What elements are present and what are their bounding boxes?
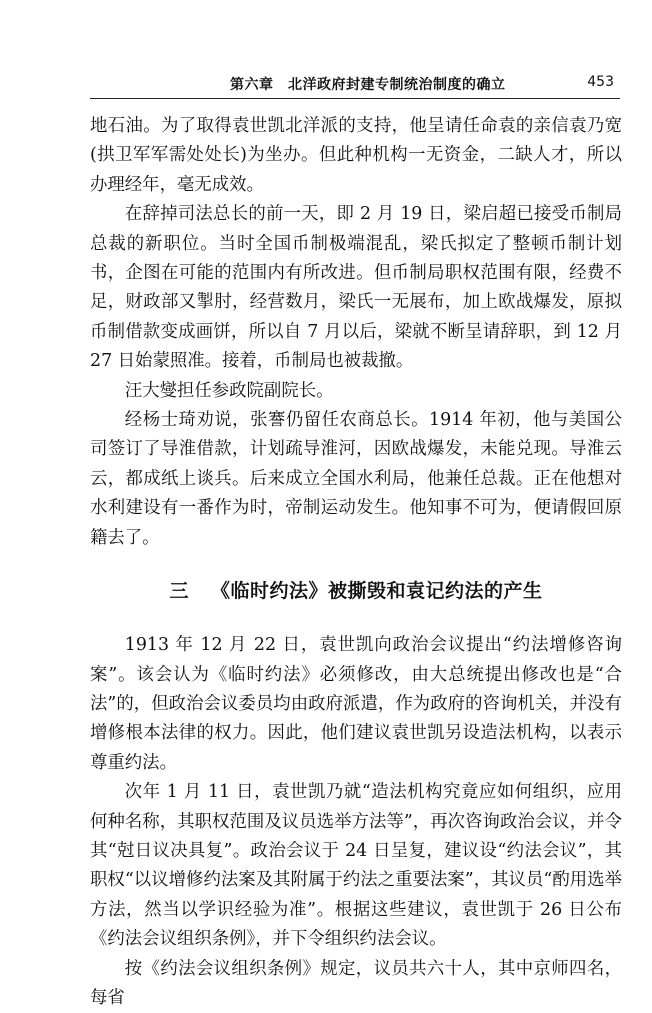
paragraph-continued: 地石油。为了取得袁世凯北洋派的支持，他呈请任命袁的亲信袁乃宽(拱卫军军需处处长)为坐办。但此种机构一无资金，二缺人才，所以办理经年，毫无成效。: [90, 116, 622, 195]
paragraph: 次年 1 月 11 日，袁世凯乃就“造法机构究竟应如何组织，应用何种名称，其职权范围及议员选举方法等”，再次咨询政治会议，并令其“尅日议决具复”。政治会议于 24 日呈复，建议设“约法会议”，其职权“以议增修约法案及其附属于约法之重要法案”，其议员“酌用选举方法，然当以学识经验为准”。根据这些建议，袁世凯于 26 日公布《约法会议组织条例》，并下令组织约法会议。: [90, 782, 622, 950]
page-body: [90, 112, 622, 1013]
paragraph: 按《约法会议组织条例》规定，议员共六十人，其中京师四名，每省: [90, 958, 622, 1008]
section-heading: [90, 577, 622, 605]
page-number: 453: [587, 74, 614, 90]
paragraph: 经杨士琦劝说，张謇仍留任农商总长。1914 年初，他与美国公司签订了导淮借款，计划疏导淮河，因欧战爆发，未能兑现。导淮云云，都成纸上谈兵。后来成立全国水利局，他兼任总裁。正在他想对水利建设有一番作为时，帝制运动发生。他知事不可为，便请假回原籍去了。: [90, 410, 622, 548]
section-number: 三: [169, 580, 189, 603]
paragraph: 汪大燮担任参政院副院长。: [124, 380, 334, 401]
running-header: [90, 72, 620, 99]
section-title: 《临时约法》被撕毁和袁记约法的产生: [211, 580, 543, 603]
paragraph: 1913 年 12 月 22 日，袁世凯向政治会议提出“约法增修咨询案”。该会认为《临时约法》必须修改，由大总统提出修改也是“合法”的，但政治会议委员均由政府派遣，作为政府的咨询机关，并没有增修根本法律的权力。因此，他们建议袁世凯另设造法机构，以表示尊重约法。: [90, 635, 622, 773]
chapter-title: 第六章 北洋政府封建专制统治制度的确立: [230, 77, 506, 93]
paragraph: 在辞掉司法总长的前一天，即 2 月 19 日，梁启超已接受币制局总裁的新职位。当时全国币制极端混乱，梁氏拟定了整顿币制计划书，企图在可能的范围内有所改进。但币制局职权范围有限，经费不足，财政部又掣肘，经营数月，梁氏一无展布，加上欧战爆发，原拟币制借款变成画饼，所以自 7 月以后，梁就不断呈请辞职，到 12 月 27 日始蒙照准。接着，币制局也被裁撤。: [90, 204, 622, 372]
